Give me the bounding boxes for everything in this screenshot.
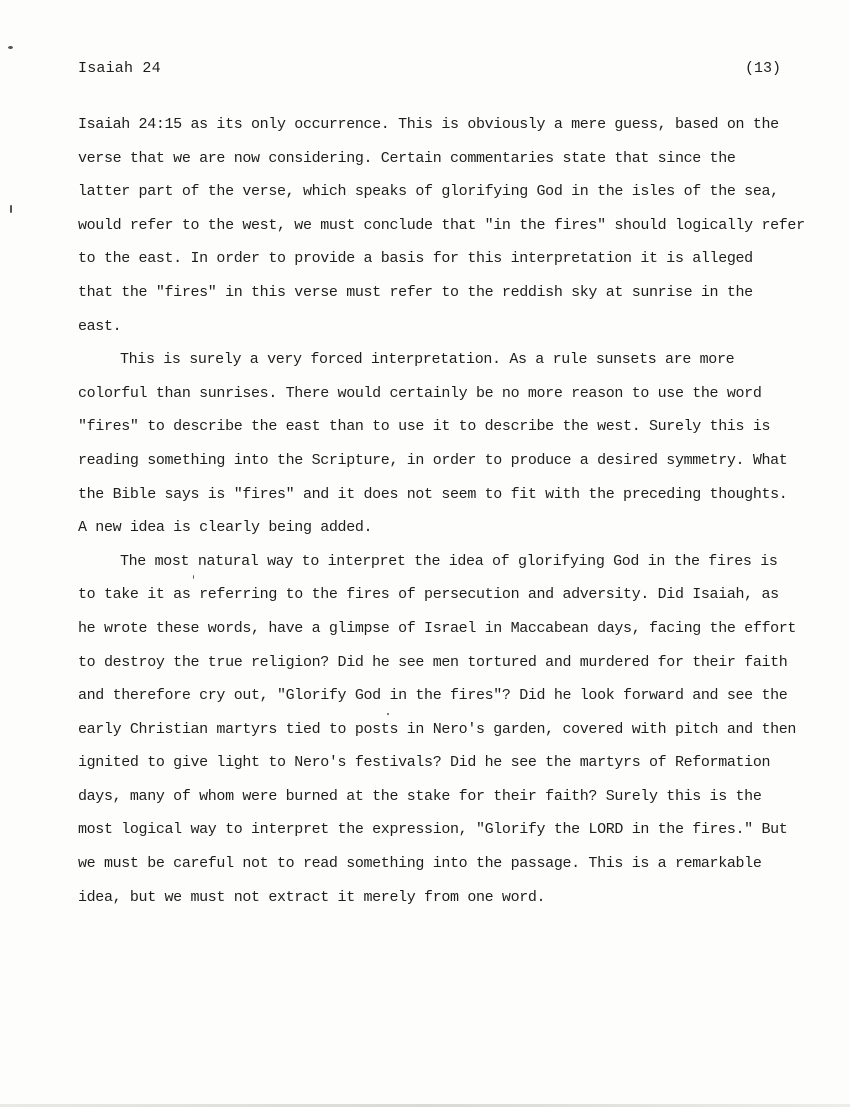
scan-speck [387, 713, 389, 715]
scan-speck [10, 205, 12, 213]
text-line: to take it as referring to the fires of persecution and adversity. Did Isaiah, as [78, 586, 779, 604]
text-line: that the "fires" in this verse must refer to the reddish sky at sunrise in the [78, 283, 753, 301]
scan-speck [8, 46, 13, 49]
text-line: we must be careful not to read something into the passage. This is a remarkable [78, 855, 762, 873]
text-line: verse that we are now considering. Certain commentaries state that since the [78, 149, 736, 167]
text-line: and therefore cry out, "Glorify God in the fires"? Did he look forward and see the [78, 687, 788, 705]
text-line: most logical way to interpret the expression, "Glorify the LORD in the fires." But [78, 821, 788, 839]
text-line: the Bible says is "fires" and it does not seem to fit with the preceding thoughts. [78, 485, 788, 503]
text-line: latter part of the verse, which speaks of glorifying God in the isles of the sea, [78, 183, 779, 201]
text-line: days, many of whom were burned at the stake for their faith? Surely this is the [78, 787, 762, 805]
text-line: colorful than sunrises. There would certainly be no more reason to use the word [78, 384, 762, 402]
text-line: "fires" to describe the east than to use it to describe the west. Surely this is [78, 418, 771, 436]
text-line: reading something into the Scripture, in order to produce a desired symmetry. What [78, 451, 788, 469]
text-line: ignited to give light to Nero's festivals? Did he see the martyrs of Reformation [78, 754, 771, 772]
scan-speck [193, 575, 194, 579]
text-line: he wrote these words, have a glimpse of Israel in Maccabean days, facing the effort [78, 619, 797, 637]
text-line: The most natural way to interpret the idea of glorifying God in the fires is [120, 552, 778, 570]
text-line: early Christian martyrs tied to posts in Nero's garden, covered with pitch and then [78, 720, 797, 738]
body-text [78, 108, 805, 914]
text-line: Isaiah 24:15 as its only occurrence. This is obviously a mere guess, based on the [78, 116, 779, 133]
text-line: A new idea is clearly being added. [78, 519, 373, 537]
running-header-title: Isaiah 24 [78, 60, 161, 77]
text-line: would refer to the west, we must conclude that "in the fires" should logically refer [78, 216, 805, 234]
text-line: to destroy the true religion? Did he see men tortured and murdered for their faith [78, 653, 788, 671]
text-line: east. [78, 317, 122, 335]
page-number: (13) [745, 60, 782, 77]
text-line: This is surely a very forced interpretation. As a rule sunsets are more [120, 351, 735, 369]
text-line: idea, but we must not extract it merely from one word. [78, 888, 546, 906]
text-line: to the east. In order to provide a basis for this interpretation it is alleged [78, 250, 753, 268]
